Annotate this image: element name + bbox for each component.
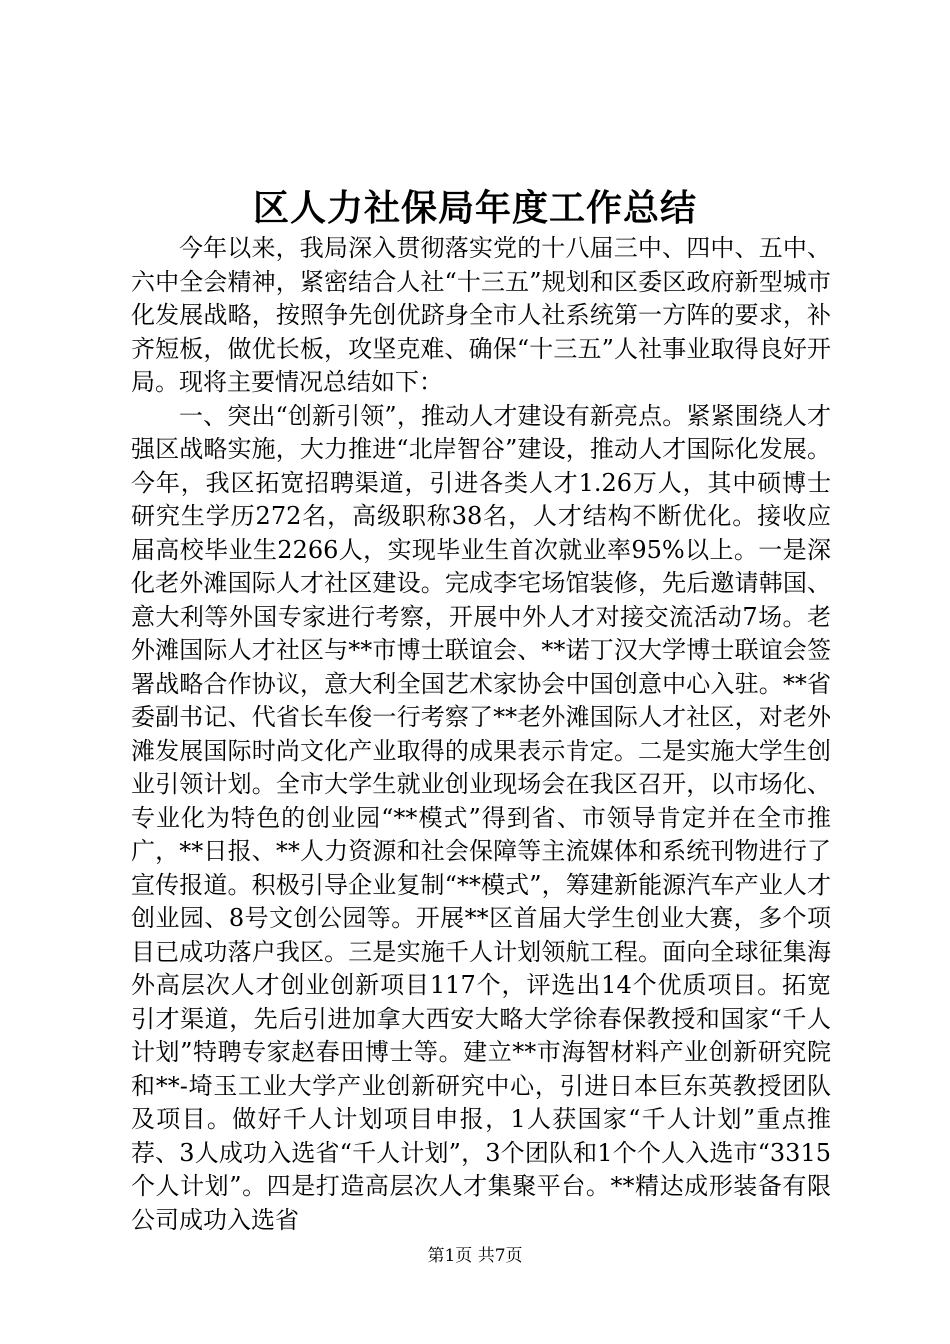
intro-paragraph: 今年以来，我局深入贯彻落实党的十八届三中、四中、五中、六中全会精神，紧密结合人社“十三五”规划和区委区政府新型城市化发展战略，按照争先创优跻身全市人社系统第一方阵的要求，补齐短板，做优长板，攻坚克难、确保“十三五”人社事业取得良好开局。现将主要情况总结如下：: [131, 234, 831, 396]
section-one-paragraph: 一、突出“创新引领”，推动人才建设有新亮点。紧紧围绕人才强区战略实施，大力推进“北岸智谷”建设，推动人才国际化发展。今年，我区拓宽招聘渠道，引进各类人才1.26万人，其中硕博士研究生学历272名，高级职称38名，人才结构不断优化。接收应届高校毕业生2266人，实现毕业生首次就业率95%以上。一是深化老外滩国际人才社区建设。完成李宅场馆装修，先后邀请韩国、意大利等外国专家进行考察，开展中外人才对接交流活动7场。老外滩国际人才社区与**市博士联谊会、**诺丁汉大学博士联谊会签署战略合作协议，意大利全国艺术家协会中国创意中心入驻。**省委副书记、代省长车俊一行考察了**老外滩国际人才社区，对老外滩发展国际时尚文化产业取得的成果表示肯定。二是实施大学生创业引领计划。全市大学生就业创业现场会在我区召开，以市场化、专业化为特色的创业园“**模式”得到省、市领导肯定并在全市推广，**日报、**人力资源和社会保障等主流媒体和系统刊物进行了宣传报道。积极引导企业复制“**模式”，筹建新能源汽车产业人才创业园、8号文创公园等。开展**区首届大学生创业大赛，多个项目已成功落户我区。三是实施千人计划领航工程。面向全球征集海外高层次人才创业创新项目117个，评选出14个优质项目。拓宽引才渠道，先后引进加拿大西安大略大学徐春保教授和国家“千人计划”特聘专家赵春田博士等。建立**市海智材料产业创新研究院和**-埼玉工业大学产业创新研究中心，引进日本巨东英教授团队及项目。做好千人计划项目申报，1人获国家“千人计划”重点推荐、3人成功入选省“千人计划”，3个团队和1个个人入选市“3315个人计划”。四是打造高层次人才集聚平台。**精达成形装备有限公司成功入选省: [131, 401, 831, 1234]
document-body: [131, 232, 831, 1237]
page-footer: 第1页 共7页: [427, 1246, 523, 1266]
document-title: 区人力社保局年度工作总结: [252, 187, 697, 230]
